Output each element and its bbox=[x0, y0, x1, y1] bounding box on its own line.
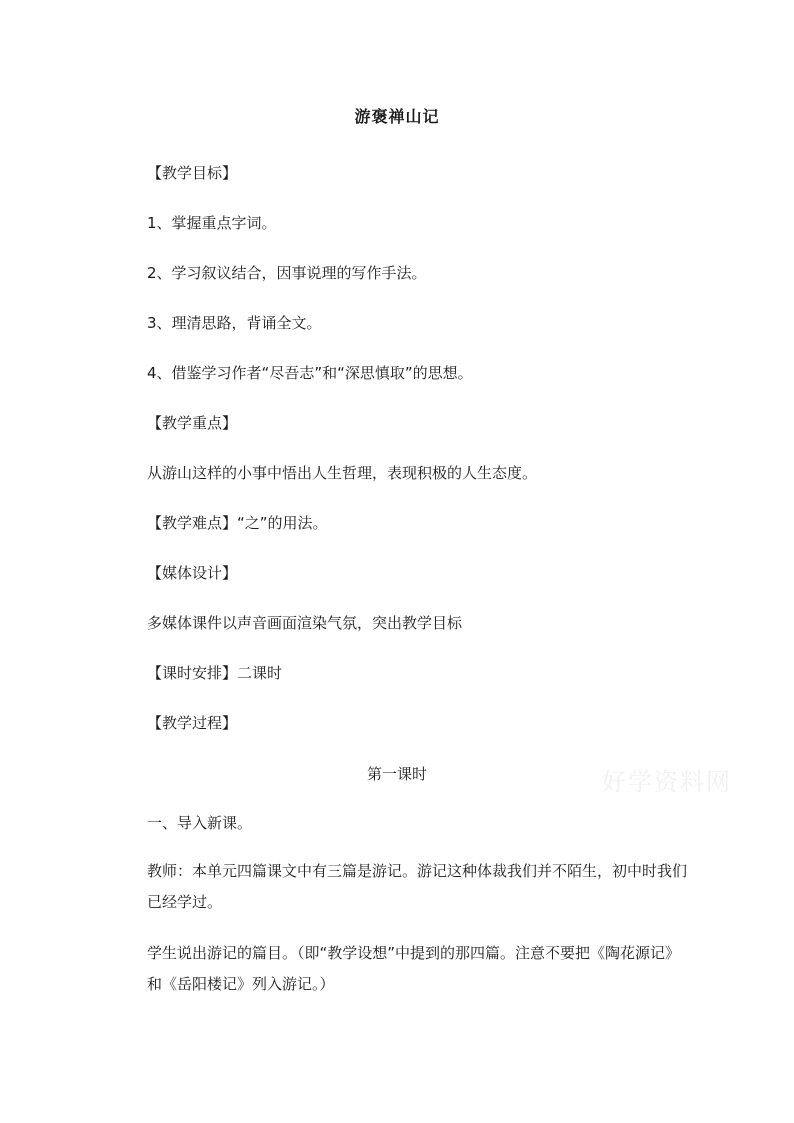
heading-teaching-process: 【教学过程】 bbox=[147, 714, 238, 732]
heading-teaching-goals: 【教学目标】 bbox=[147, 164, 238, 182]
goal-item-1: 1、掌握重点字词。 bbox=[147, 214, 277, 232]
heading-schedule: 【课时安排】二课时 bbox=[147, 664, 283, 682]
section-heading: 第一课时 bbox=[366, 765, 427, 783]
key-points-text: 从游山这样的小事中悟出人生哲理，表现积极的人生态度。 bbox=[147, 464, 538, 482]
paragraph-students bbox=[147, 938, 687, 1000]
heading-key-points: 【教学重点】 bbox=[147, 414, 238, 432]
document-title: 游褒禅山记 bbox=[354, 107, 440, 126]
heading-media-design: 【媒体设计】 bbox=[147, 564, 238, 582]
step-1-heading: 一、导入新课。 bbox=[147, 814, 253, 832]
paragraph-teacher bbox=[147, 856, 687, 918]
goal-item-4: 4、借鉴学习作者“尽吾志”和“深思慎取”的思想。 bbox=[147, 364, 473, 382]
media-design-text: 多媒体课件以声音画面渲染气氛，突出教学目标 bbox=[147, 614, 463, 632]
goal-item-2: 2、学习叙议结合，因事说理的写作手法。 bbox=[147, 264, 427, 282]
paragraph-students-text: 学生说出游记的篇目。（即“教学设想”中提到的那四篇。注意不要把《陶花源记》和《岳阳楼记》列入游记。） bbox=[147, 944, 681, 993]
watermark: 好学资料网 bbox=[602, 768, 732, 796]
paragraph-teacher-text: 教师：本单元四篇课文中有三篇是游记。游记这种体裁我们并不陌生，初中时我们已经学过。 bbox=[147, 862, 688, 911]
heading-difficulties: 【教学难点】“之”的用法。 bbox=[147, 514, 328, 532]
goal-item-3: 3、理清思路，背诵全文。 bbox=[147, 314, 322, 332]
